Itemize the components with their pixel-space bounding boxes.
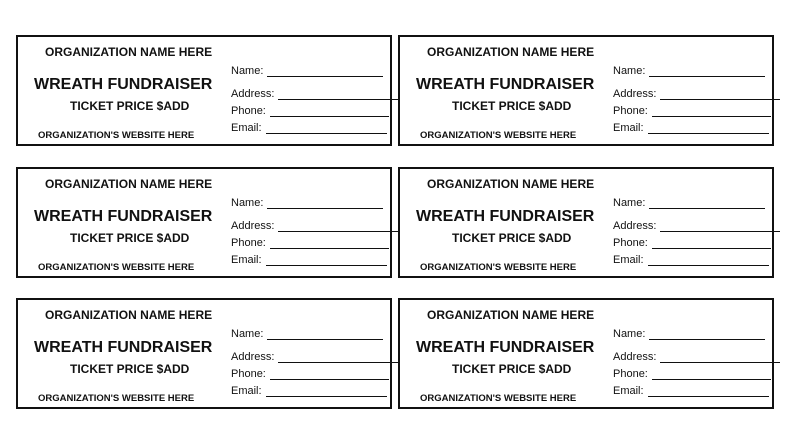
email-field [613,385,769,397]
name-field [231,65,383,77]
address-field [613,88,780,100]
phone-label: Phone: [231,237,266,249]
email-field [231,122,387,134]
ticket-price: TICKET PRICE $ADD [70,231,190,245]
name-label: Name: [231,328,264,340]
email-label: Email: [613,122,644,134]
organization-name: ORGANIZATION NAME HERE [427,308,595,322]
phone-label: Phone: [613,105,648,117]
ticket-title: WREATH FUNDRAISER [416,76,595,93]
address-field [231,88,398,100]
email-blank-line [266,386,387,397]
address-field [231,351,398,363]
email-label: Email: [613,254,644,266]
address-blank-line [660,221,780,232]
ticket-price: TICKET PRICE $ADD [452,231,572,245]
phone-label: Phone: [231,105,266,117]
address-field [613,220,780,232]
email-field [613,122,769,134]
ticket-3 [16,167,392,278]
name-label: Name: [231,197,264,209]
phone-field [231,105,389,117]
ticket-price: TICKET PRICE $ADD [452,99,572,113]
name-field [613,197,765,209]
email-blank-line [266,123,387,134]
organization-name: ORGANIZATION NAME HERE [45,308,213,322]
organization-name: ORGANIZATION NAME HERE [427,177,595,191]
ticket-4 [398,167,774,278]
name-blank-line [267,329,383,340]
ticket-price: TICKET PRICE $ADD [452,362,572,376]
name-blank-line [649,329,765,340]
phone-field [613,105,771,117]
address-blank-line [660,89,780,100]
email-field [231,385,387,397]
phone-field [231,368,389,380]
name-field [613,328,765,340]
organization-website: ORGANIZATION'S WEBSITE HERE [420,262,577,273]
phone-label: Phone: [613,237,648,249]
address-label: Address: [613,88,657,100]
organization-name: ORGANIZATION NAME HERE [427,45,595,59]
phone-field [613,237,771,249]
phone-label: Phone: [613,368,648,380]
name-blank-line [649,66,765,77]
phone-blank-line [652,238,771,249]
address-label: Address: [613,351,657,363]
email-blank-line [648,123,769,134]
email-label: Email: [613,385,644,397]
address-label: Address: [613,220,657,232]
name-field [231,328,383,340]
organization-name: ORGANIZATION NAME HERE [45,45,213,59]
phone-blank-line [652,369,771,380]
phone-blank-line [270,238,389,249]
name-label: Name: [613,328,646,340]
phone-blank-line [270,369,389,380]
address-label: Address: [231,220,275,232]
phone-field [231,237,389,249]
name-field [231,197,383,209]
organization-website: ORGANIZATION'S WEBSITE HERE [420,130,577,141]
ticket-5 [16,298,392,409]
ticket-2 [398,35,774,146]
name-label: Name: [613,65,646,77]
address-blank-line [660,352,780,363]
email-field [613,254,769,266]
address-label: Address: [231,88,275,100]
email-blank-line [648,255,769,266]
organization-website: ORGANIZATION'S WEBSITE HERE [38,393,195,404]
address-field [613,351,780,363]
address-label: Address: [231,351,275,363]
name-field [613,65,765,77]
name-blank-line [649,198,765,209]
email-label: Email: [231,122,262,134]
ticket-title: WREATH FUNDRAISER [416,208,595,225]
phone-blank-line [270,106,389,117]
name-blank-line [267,198,383,209]
ticket-price: TICKET PRICE $ADD [70,362,190,376]
organization-name: ORGANIZATION NAME HERE [45,177,213,191]
organization-website: ORGANIZATION'S WEBSITE HERE [420,393,577,404]
address-field [231,220,398,232]
name-label: Name: [613,197,646,209]
ticket-price: TICKET PRICE $ADD [70,99,190,113]
email-label: Email: [231,254,262,266]
name-label: Name: [231,65,264,77]
address-blank-line [278,352,398,363]
phone-field [613,368,771,380]
ticket-title: WREATH FUNDRAISER [34,76,213,93]
ticket-title: WREATH FUNDRAISER [34,208,213,225]
ticket-title: WREATH FUNDRAISER [416,339,595,356]
email-field [231,254,387,266]
email-blank-line [266,255,387,266]
organization-website: ORGANIZATION'S WEBSITE HERE [38,262,195,273]
organization-website: ORGANIZATION'S WEBSITE HERE [38,130,195,141]
email-blank-line [648,386,769,397]
email-label: Email: [231,385,262,397]
ticket-title: WREATH FUNDRAISER [34,339,213,356]
ticket-6 [398,298,774,409]
phone-blank-line [652,106,771,117]
address-blank-line [278,221,398,232]
ticket-1 [16,35,392,146]
name-blank-line [267,66,383,77]
phone-label: Phone: [231,368,266,380]
address-blank-line [278,89,398,100]
